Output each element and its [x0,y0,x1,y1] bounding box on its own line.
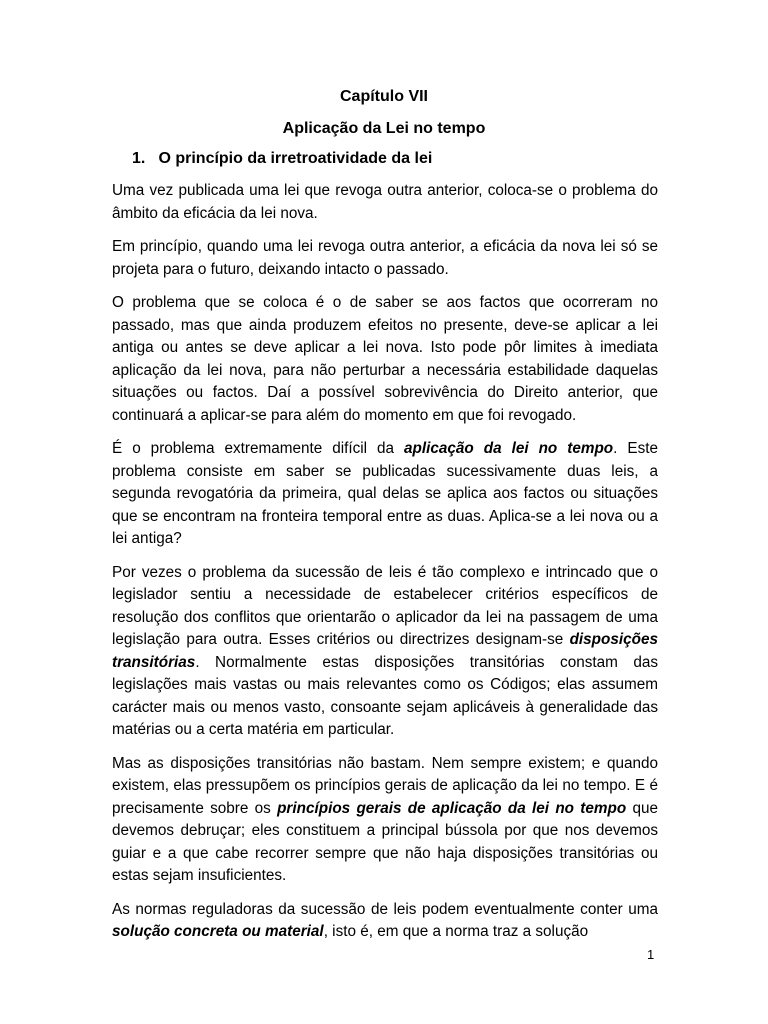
emphasis-term: solução concreta ou material [112,923,324,940]
paragraph-text: , isto é, em que a norma traz a solução [323,923,589,940]
body-text [112,180,658,955]
paragraph [112,180,658,225]
paragraph-text: Mas as disposições transitórias não bastam. Nem sempre existem; e quando existem, elas pressupõem os princípios gerais de aplicação da lei no tempo. E é precisamente sobre os [112,754,658,817]
section-title: O princípio da irretroatividade da lei [158,150,433,167]
chapter-subtitle: Aplicação da Lei no tempo [282,120,486,137]
section-heading [132,150,432,168]
paragraph [112,899,658,944]
paragraph-text: As normas reguladoras da sucessão de leis podem eventualmente conter uma [112,900,658,918]
chapter-heading: Capítulo VII [340,88,428,105]
paragraph-text: Por vezes o problema da sucessão de leis é tão complexo e intrincado que o legislador sentiu a necessidade de estabelecer critérios específicos de resolução dos conflitos que orientarão o aplicador da lei na passagem de uma legislação para outra. Esses critérios ou directrizes designam-se [112,563,658,648]
page-number: 1 [647,947,655,962]
paragraph [112,562,658,742]
paragraph-text: O problema que se coloca é o de saber se aos factos que ocorreram no passado, mas que ainda produzem efeitos no presente, deve-se aplicar a lei antiga ou antes se deve aplicar a lei nova. Isto pode pôr limites à imediata aplicação da lei nova, para não perturbar a necessária estabilidade daquelas situações ou factos. Daí a possível sobrevivência do Direito anterior, que continuará a aplicar-se para além do momento em que foi revogado. [112,294,658,424]
paragraph [112,438,658,551]
paragraph [112,753,658,888]
paragraph-text: Uma vez publicada uma lei que revoga outra anterior, coloca-se o problema do âmbito da eficácia da lei nova. [112,182,658,222]
paragraph-text: . Normalmente estas disposições transitórias constam das legislações mais vastas ou mais relevantes como os Códigos; elas assumem carácter mais ou menos vasto, consoante sejam aplicáveis à generalidade das matérias ou a certa matéria em particular. [112,653,658,738]
paragraph [112,236,658,281]
paragraph-text: . Este problema consiste em saber se publicadas sucessivamente duas leis, a segunda revogatória da primeira, qual delas se aplica aos factos ou situações que se encontram na fronteira temporal entre as duas. Aplica-se a lei nova ou a lei antiga? [112,440,659,547]
paragraph-text: É o problema extremamente difícil da [112,440,405,457]
paragraph-text: Em princípio, quando uma lei revoga outra anterior, a eficácia da nova lei só se projeta para o futuro, deixando intacto o passado. [112,238,658,278]
emphasis-term: disposições transitórias [112,631,658,671]
emphasis-term: aplicação da lei no tempo [404,440,614,457]
paragraph-text: que devemos debruçar; eles constituem a principal bússola por que nos devemos guiar e a que cabe recorrer sempre que não haja disposições transitórias ou estas sejam insuficientes. [112,799,658,884]
emphasis-term: princípios gerais de aplicação da lei no tempo [277,799,627,817]
paragraph [112,292,658,427]
section-number: 1. [132,150,146,167]
